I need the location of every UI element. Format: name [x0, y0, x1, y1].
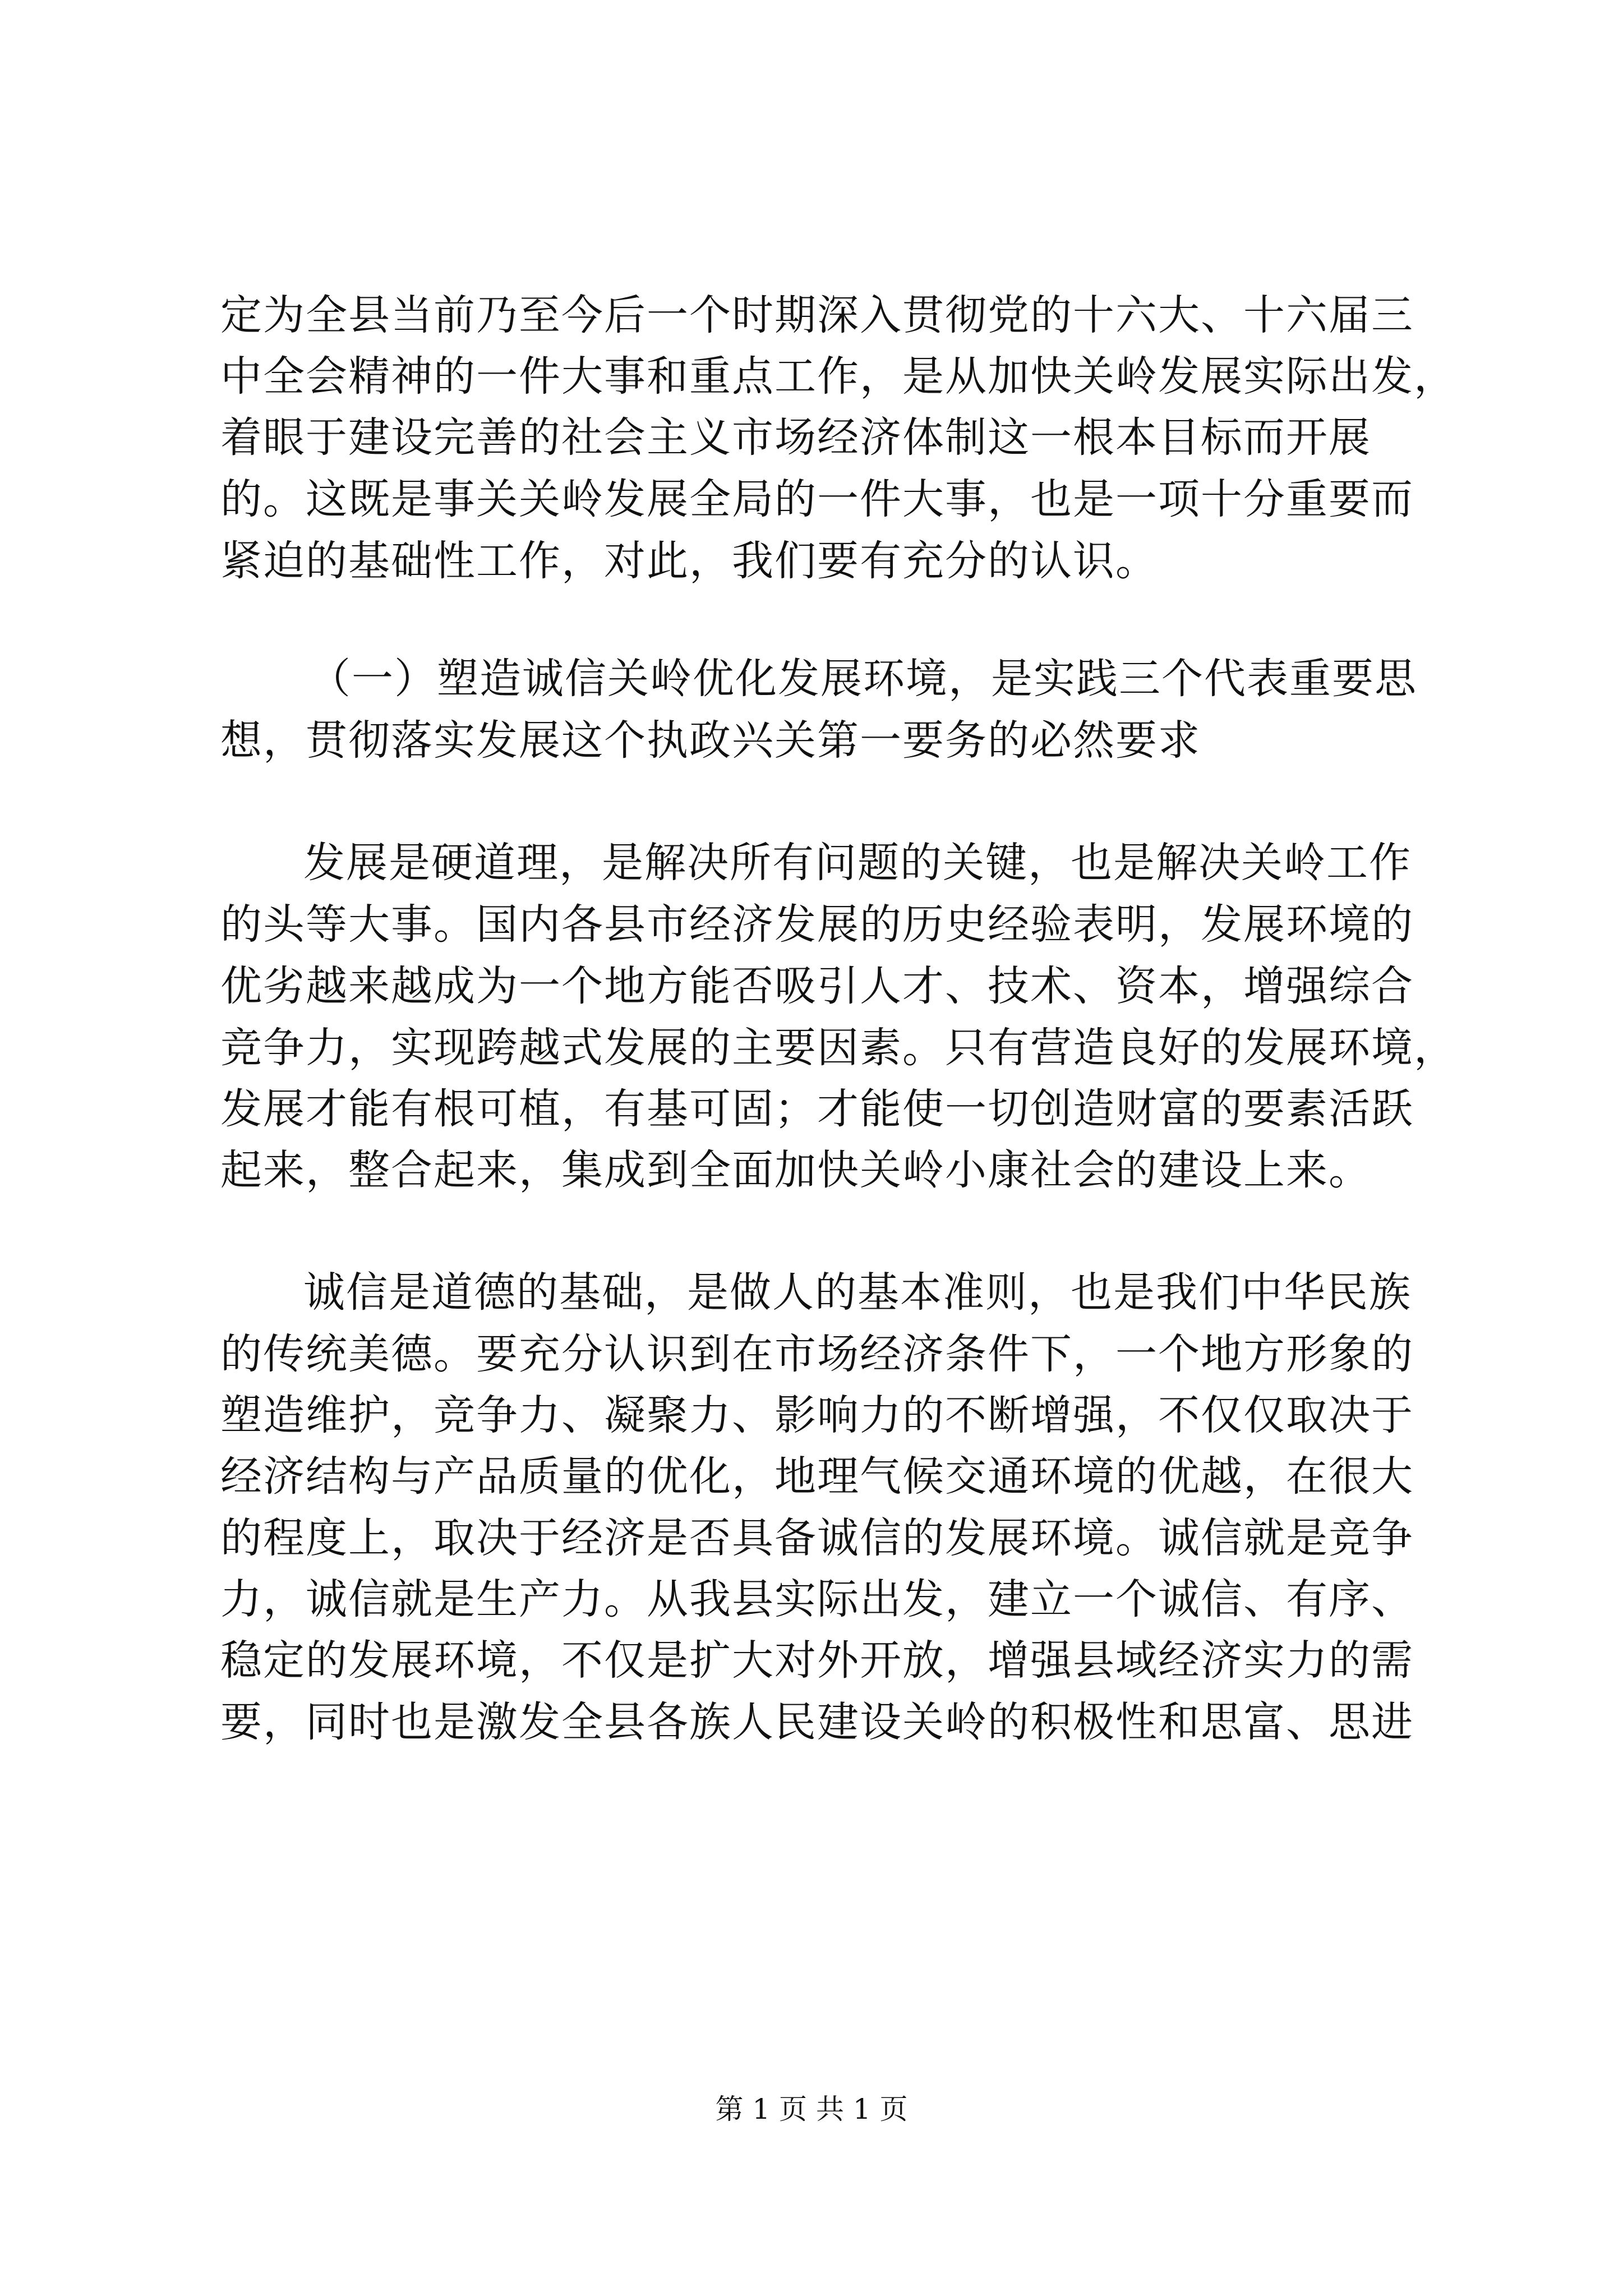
text-line: 的程度上，取决于经济是否具备诚信的发展环境。诚信就是竞争: [220, 1514, 1414, 1562]
text-line: 想，贯彻落实发展这个执政兴关第一要务的必然要求: [220, 716, 1201, 765]
text-line: 竞争力，实现跨越式发展的主要因素。只有营造良好的发展环境，: [220, 1024, 1456, 1072]
text-line: 稳定的发展环境，不仅是扩大对外开放，增强县域经济实力的需: [220, 1636, 1414, 1685]
text-line: 着眼于建设完善的社会主义市场经济体制这一根本目标而开展: [220, 413, 1371, 462]
text-line: 力，诚信就是生产力。从我县实际出发，建立一个诚信、有序、: [220, 1575, 1414, 1623]
text-line: 经济结构与产品质量的优化，地理气候交通环境的优越，在很大: [220, 1452, 1414, 1501]
text-line: 的头等大事。国内各县市经济发展的历史经验表明，发展环境的: [220, 900, 1414, 949]
page-number-footer: 第 1 页 共 1 页: [715, 2093, 908, 2125]
text-line: 的。这既是事关关岭发展全局的一件大事，也是一项十分重要而: [220, 475, 1414, 523]
text-line: 要，同时也是激发全县各族人民建设关岭的积极性和思富、思进: [220, 1698, 1414, 1746]
text-line: 发展是硬道理，是解决所有问题的关键，也是解决关岭工作: [303, 839, 1412, 887]
text-line: 诚信是道德的基础，是做人的基本准则，也是我们中华民族: [303, 1268, 1412, 1317]
text-line: 塑造维护，竞争力、凝聚力、影响力的不断增强，不仅仅取决于: [220, 1391, 1414, 1439]
text-line: 发展才能有根可植，有基可固；才能使一切创造财富的要素活跃: [220, 1085, 1414, 1133]
text-line: 的传统美德。要充分认识到在市场经济条件下，一个地方形象的: [220, 1330, 1414, 1378]
text-line: 定为全县当前乃至今后一个时期深入贯彻党的十六大、十六届三: [220, 291, 1414, 339]
text-line: 起来，整合起来，集成到全面加快关岭小康社会的建设上来。: [220, 1146, 1371, 1194]
text-line: （一）塑造诚信关岭优化发展环境，是实践三个代表重要思: [309, 655, 1417, 703]
text-line: 中全会精神的一件大事和重点工作，是从加快关岭发展实际出发，: [220, 352, 1456, 401]
text-line: 紧迫的基础性工作，对此，我们要有充分的认识。: [220, 537, 1158, 585]
text-line: 优劣越来越成为一个地方能否吸引人才、技术、资本，增强综合: [220, 962, 1414, 1010]
